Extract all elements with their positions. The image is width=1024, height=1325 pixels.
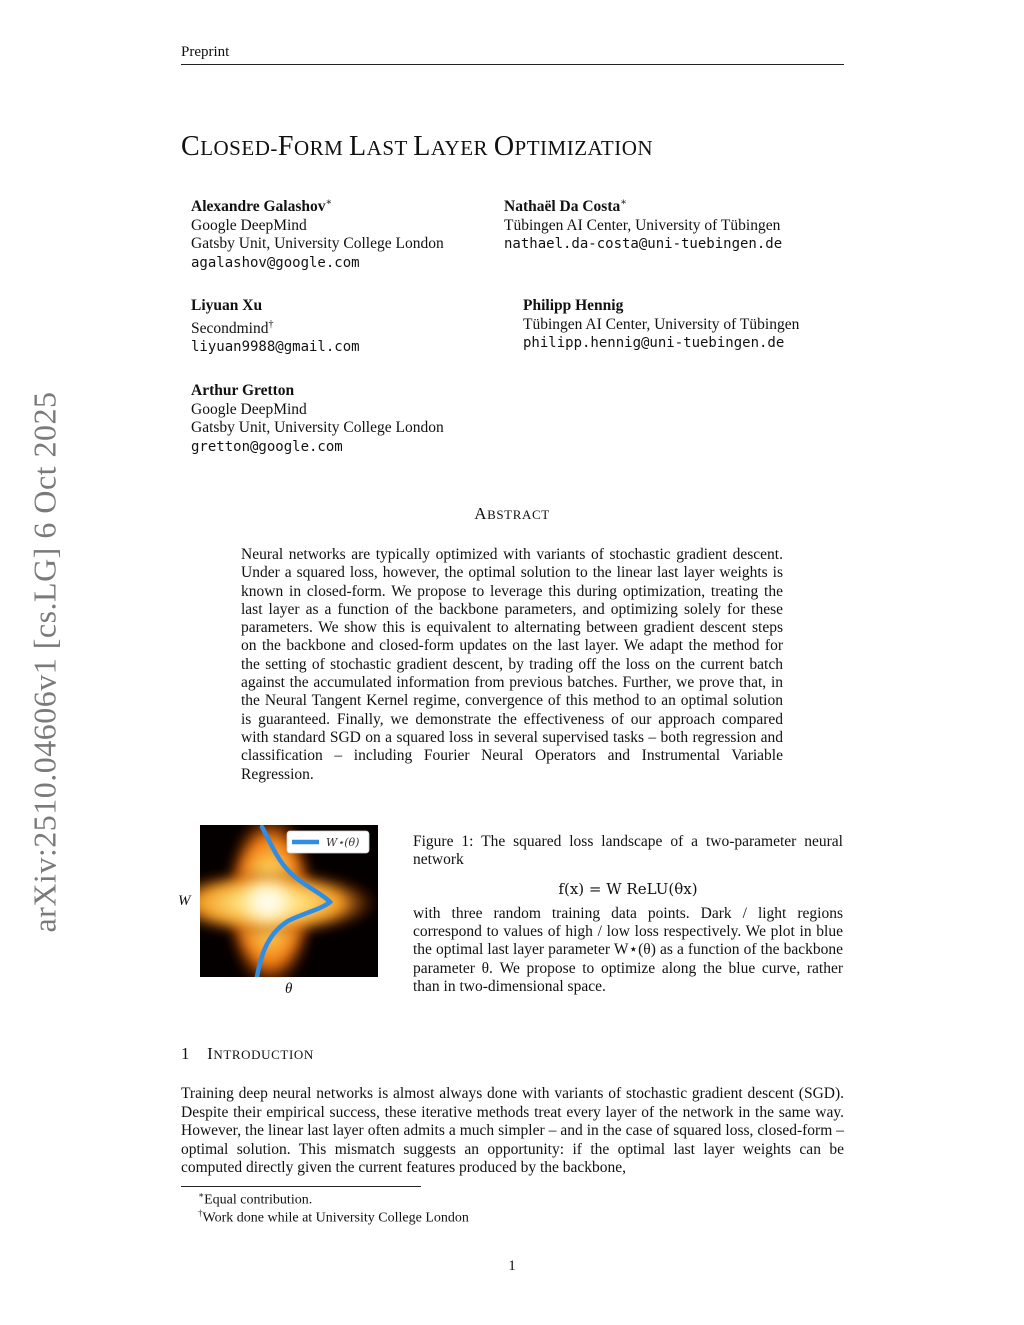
author-email: agalashov@google.com <box>191 254 360 271</box>
author-email: philipp.hennig@uni-tuebingen.de <box>523 335 785 351</box>
author-affiliation: Tübingen AI Center, University of Tübingen <box>504 216 781 234</box>
author-affiliation: Secondmind† <box>191 318 274 337</box>
author-email: nathael.da-costa@uni-tuebingen.de <box>504 236 783 253</box>
author-block-dacosta: Nathaël Da Costa∗ Tübingen AI Center, University of Tübingen nathael.da-costa@uni-tuebingen.de <box>504 197 783 253</box>
footnote: †Work done while at University College London <box>198 1208 469 1226</box>
page-number: 1 <box>508 1258 516 1274</box>
caption-lead: Figure 1: The squared loss landscape of a two-parameter neural network <box>413 833 843 869</box>
author-email: liyuan9988@gmail.com <box>191 339 360 356</box>
author-affiliation: Google DeepMind <box>191 400 307 418</box>
arxiv-stamp: arXiv:2510.04606v1 [cs.LG] 6 Oct 2025 <box>26 391 63 933</box>
footnote: ∗Equal contribution. <box>198 1190 313 1208</box>
introduction-text: Training deep neural networks is almost always done with variants of stochastic gradient descent (SGD). Despite their empirical success, these iterative methods treat every layer of the network in the same way. However, the linear last layer often admits a much simpler – and in the case of squared loss, closed-form – optimal solution. This mismatch suggests an opportunity: if the optimal last layer weights can be computed directly given the current features produced by the backbone, <box>181 1085 844 1176</box>
author-email: gretton@google.com <box>191 438 343 455</box>
abstract-text: Neural networks are typically optimized with variants of stochastic gradient descent. Under a squared loss, however, the optimal solution to the linear last layer weights is known in closed-form. We propose to leverage this during optimization, treating the last layer as a function of the backbone parameters, and optimizing solely for these parameters. We show this is equivalent to alternating between gradient descent steps on the backbone and closed-form updates on the last layer. We adapt the method for the setting of stochastic gradient descent, by trading off the loss on the current batch against the accumulated information from previous batches. Further, we prove that, in the Neural Tangent Kernel regime, convergence of this method to an optimal solution is guaranteed. Finally, we demonstrate the effectiveness of our approach compared with standard SGD on a squared loss in several supervised tasks – both regression and classification – including Fourier Neural Operators and Instrumental Variable Regression. <box>241 546 783 783</box>
figure-y-axis-label: W <box>178 893 191 909</box>
loss-landscape-figure <box>200 825 378 977</box>
author-affiliation: Gatsby Unit, University College London <box>191 235 444 253</box>
author-affiliation: Google DeepMind <box>191 216 307 234</box>
legend-label: W⋆(θ) <box>326 836 360 849</box>
author-name: Liyuan Xu <box>191 297 263 314</box>
caption-tail: with three random training data points. Dark / light regions correspond to values of high / low loss respectively. We plot in blue the optimal last layer parameter W⋆(θ) as a function of the backbone parameter θ. We propose to optimize along the blue curve, rather than in two-dimensional space. <box>413 904 843 996</box>
author-name: Nathaël Da Costa <box>504 198 621 216</box>
author-block-xu <box>191 297 360 357</box>
author-affiliation: Tübingen AI Center, University of Tübingen <box>523 315 800 333</box>
caption-equation: f(x) = W ReLU(θx) <box>558 879 698 898</box>
author-name: Arthur Gretton <box>191 382 295 399</box>
author-block-gretton <box>191 382 444 456</box>
running-header: Preprint <box>181 44 230 60</box>
footnote-rule <box>181 1186 421 1187</box>
figure-x-axis-label: θ <box>285 981 293 997</box>
header-rule <box>181 64 844 65</box>
author-block-hennig <box>523 297 799 353</box>
author-affiliation: Gatsby Unit, University College London <box>191 419 444 436</box>
figure-caption <box>413 833 843 996</box>
abstract-heading: ABSTRACT <box>474 504 550 523</box>
author-name: Alexandre Galashov <box>191 198 326 216</box>
author-block-galashov: Alexandre Galashov∗ Google DeepMind Gatsby Unit, University College London agalashov@google.com <box>191 197 444 271</box>
paper-title: CLOSED-FORM LAST LAYER OPTIMIZATION <box>181 131 654 162</box>
section-heading: 1 INTRODUCTION <box>181 1044 314 1063</box>
author-name: Philipp Hennig <box>523 297 624 314</box>
